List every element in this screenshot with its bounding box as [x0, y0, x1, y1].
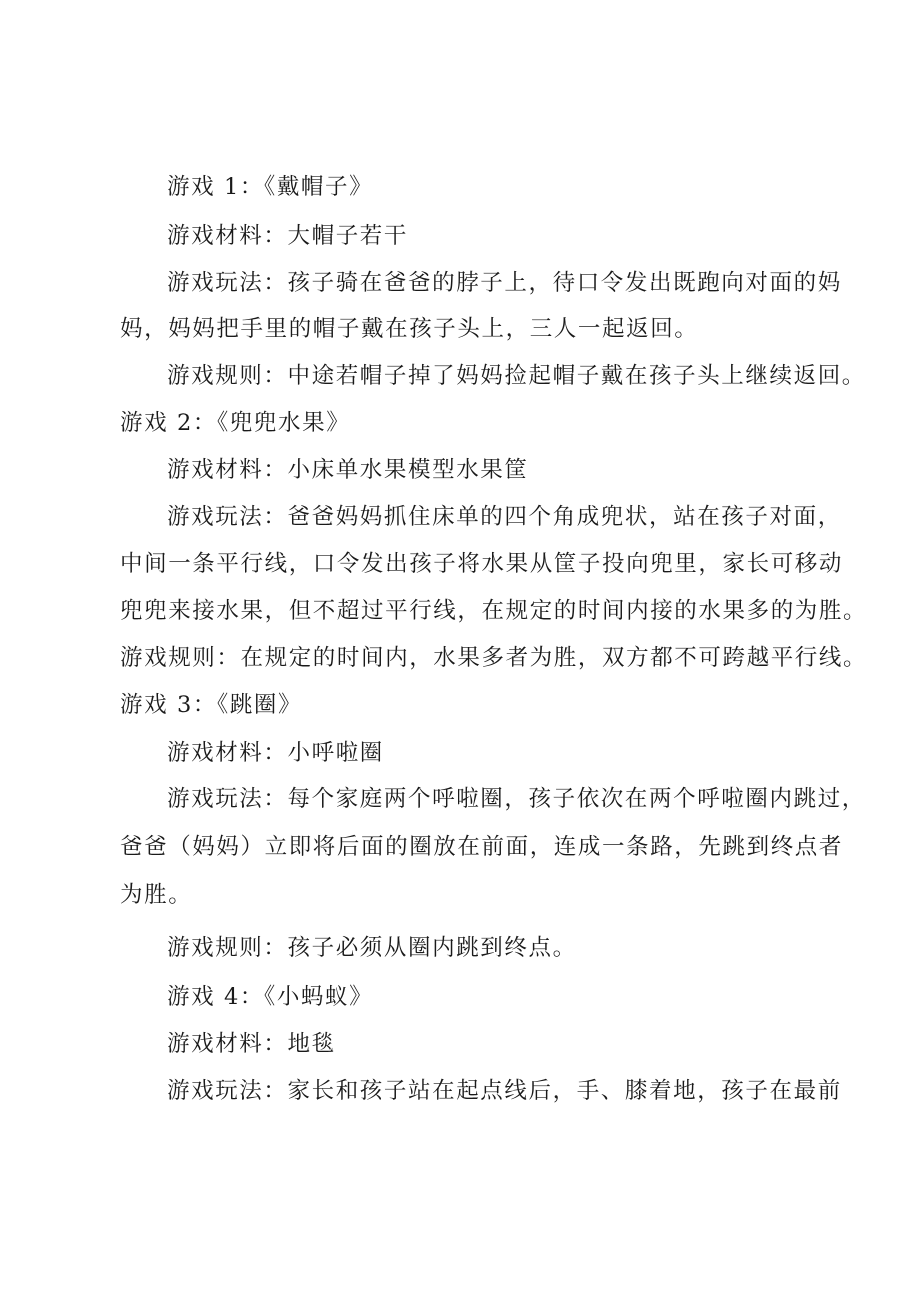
game-1-rules: 游戏规则：中途若帽子掉了妈妈捡起帽子戴在孩子头上继续返回。	[167, 363, 866, 389]
game-2-play-line-1: 游戏玩法：爸爸妈妈抓住床单的四个角成兜状，站在孩子对面，	[167, 504, 842, 530]
game-3-play-line-3: 为胜。	[120, 882, 193, 908]
game-2-materials: 游戏材料：小床单水果模型水果筐	[167, 457, 529, 483]
game-2-play-line-3: 兜兜来接水果，但不超过平行线，在规定的时间内接的水果多的为胜。	[120, 598, 868, 624]
game-4-title: 游戏 4：《小蚂蚁》	[167, 984, 374, 1010]
game-3-materials: 游戏材料：小呼啦圈	[167, 740, 384, 766]
game-4-play-line-1: 游戏玩法：家长和孩子站在起点线后，手、膝着地，孩子在最前	[167, 1078, 842, 1104]
game-3-play-line-1: 游戏玩法：每个家庭两个呼啦圈，孩子依次在两个呼啦圈内跳过，	[167, 786, 866, 812]
game-1-materials: 游戏材料：大帽子若干	[167, 223, 409, 249]
game-3-rules: 游戏规则：孩子必须从圈内跳到终点。	[167, 935, 577, 961]
game-2-rules: 游戏规则：在规定的时间内，水果多者为胜，双方都不可跨越平行线。	[120, 645, 868, 671]
game-2-title: 游戏 2：《兜兜水果》	[120, 410, 351, 436]
game-1-play-line-2: 妈，妈妈把手里的帽子戴在孩子头上，三人一起返回。	[120, 316, 699, 342]
game-3-play-line-2: 爸爸（妈妈）立即将后面的圈放在前面，连成一条路，先跳到终点者	[120, 834, 844, 860]
game-1-play-line-1: 游戏玩法：孩子骑在爸爸的脖子上，待口令发出既跑向对面的妈	[167, 270, 842, 296]
game-4-materials: 游戏材料：地毯	[167, 1031, 336, 1057]
game-3-title: 游戏 3：《跳圈》	[120, 692, 303, 718]
game-2-play-line-2: 中间一条平行线，口令发出孩子将水果从筐子投向兜里，家长可移动	[120, 551, 844, 577]
game-1-title: 游戏 1：《戴帽子》	[167, 174, 374, 200]
